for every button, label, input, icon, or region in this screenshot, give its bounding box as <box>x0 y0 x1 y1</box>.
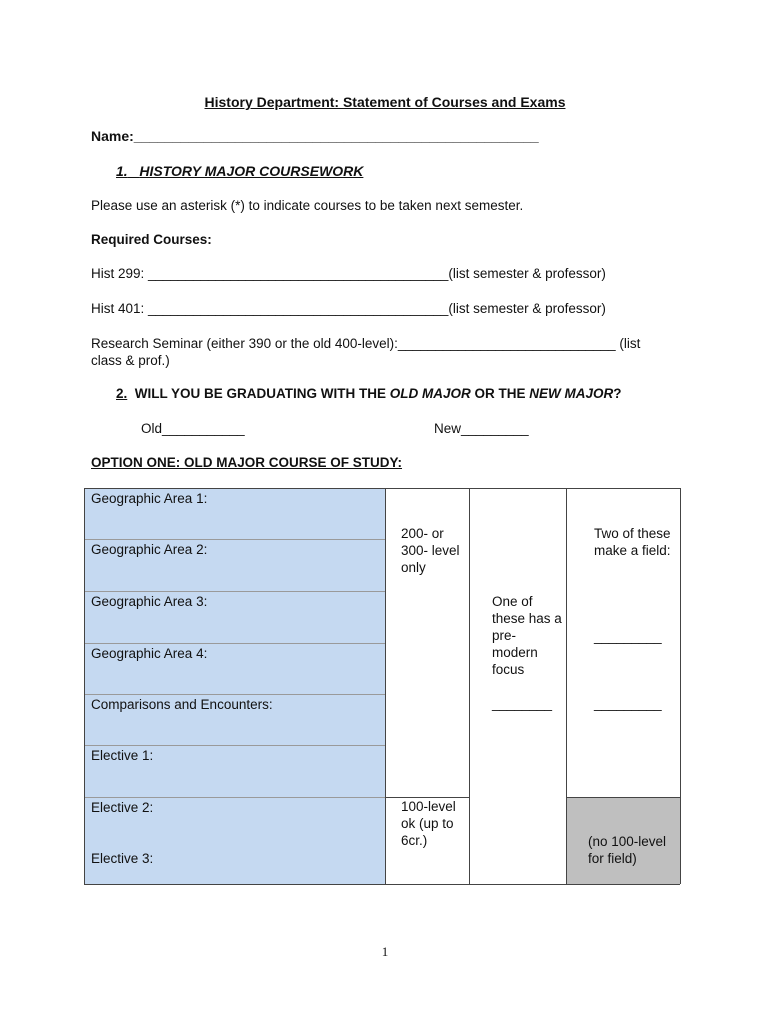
course-table <box>84 488 680 884</box>
table-row[interactable] <box>84 488 385 539</box>
table-border-left <box>84 488 85 884</box>
field-divider <box>566 797 680 798</box>
row-label: Geographic Area 1: <box>91 491 208 506</box>
row-divider <box>84 591 385 592</box>
row-label: Elective 1: <box>91 748 154 763</box>
research-seminar-field[interactable]: Research Seminar (either 390 or the old 400-level):_____________________________ (list class & prof.) <box>91 336 641 368</box>
premodern-note: One of these has a pre- modern focus <box>492 594 562 677</box>
row-label: Elective 3: <box>91 851 154 866</box>
table-border-bottom <box>84 884 680 885</box>
section-1-number: 1. <box>116 163 128 179</box>
field-blank-2[interactable]: _________ <box>594 696 662 711</box>
table-border-right <box>680 488 681 884</box>
hist-401-field[interactable]: Hist 401: ________________________________________(list semester & professor) <box>91 301 606 316</box>
table-row[interactable] <box>84 797 385 848</box>
table-row[interactable] <box>84 745 385 797</box>
row-label: Geographic Area 2: <box>91 542 208 557</box>
table-row[interactable] <box>84 539 385 591</box>
section-2-old-major: OLD MAJOR <box>389 386 471 401</box>
no-100-level-note: (no 100-level for field) <box>588 834 667 866</box>
instruction-text: Please use an asterisk (*) to indicate courses to be taken next semester. <box>91 198 524 213</box>
column-divider <box>469 488 470 884</box>
old-major-option[interactable]: Old___________ <box>141 421 245 436</box>
section-1-heading <box>116 163 363 179</box>
field-note: Two of these make a field: <box>594 526 671 558</box>
column-divider <box>566 488 567 884</box>
row-label: Elective 2: <box>91 800 154 815</box>
lower-level-note: 100-level ok (up to 6cr.) <box>401 799 456 848</box>
row-divider <box>84 694 385 695</box>
table-row[interactable] <box>84 694 385 745</box>
column-divider <box>385 488 386 884</box>
row-label: Geographic Area 4: <box>91 646 208 661</box>
table-row[interactable] <box>84 591 385 643</box>
row-divider <box>84 539 385 540</box>
row-label: Comparisons and Encounters: <box>91 697 273 712</box>
level-note: 200- or 300- level only <box>401 526 460 575</box>
page-title: History Department: Statement of Courses and Exams <box>204 94 566 110</box>
table-border-top <box>84 488 680 489</box>
table-row[interactable] <box>84 848 385 884</box>
section-2-question-c: ? <box>613 386 622 401</box>
section-2-number: 2. <box>116 386 128 401</box>
row-divider <box>84 745 385 746</box>
premodern-blank[interactable]: ________ <box>492 696 553 711</box>
required-courses-label: Required Courses: <box>91 232 212 247</box>
row-divider <box>84 643 385 644</box>
hist-299-field[interactable]: Hist 299: ________________________________________(list semester & professor) <box>91 266 606 281</box>
page-number: 1 <box>381 944 389 959</box>
row-label: Geographic Area 3: <box>91 594 208 609</box>
section-2-question-b: OR THE <box>470 386 530 401</box>
new-major-option[interactable]: New_________ <box>434 421 529 436</box>
field-blank-1[interactable]: _________ <box>594 629 662 644</box>
section-2-question-a: WILL YOU BE GRADUATING WITH THE <box>134 386 390 401</box>
row-divider <box>84 797 385 798</box>
section-2-new-major: NEW MAJOR <box>529 386 614 401</box>
section-1-title: HISTORY MAJOR COURSEWORK <box>139 163 364 179</box>
option-one-heading: OPTION ONE: OLD MAJOR COURSE OF STUDY: <box>91 455 403 470</box>
section-2-heading <box>116 386 622 401</box>
name-field[interactable]: Name:____________________________________________________ <box>91 128 539 144</box>
table-row[interactable] <box>84 643 385 694</box>
